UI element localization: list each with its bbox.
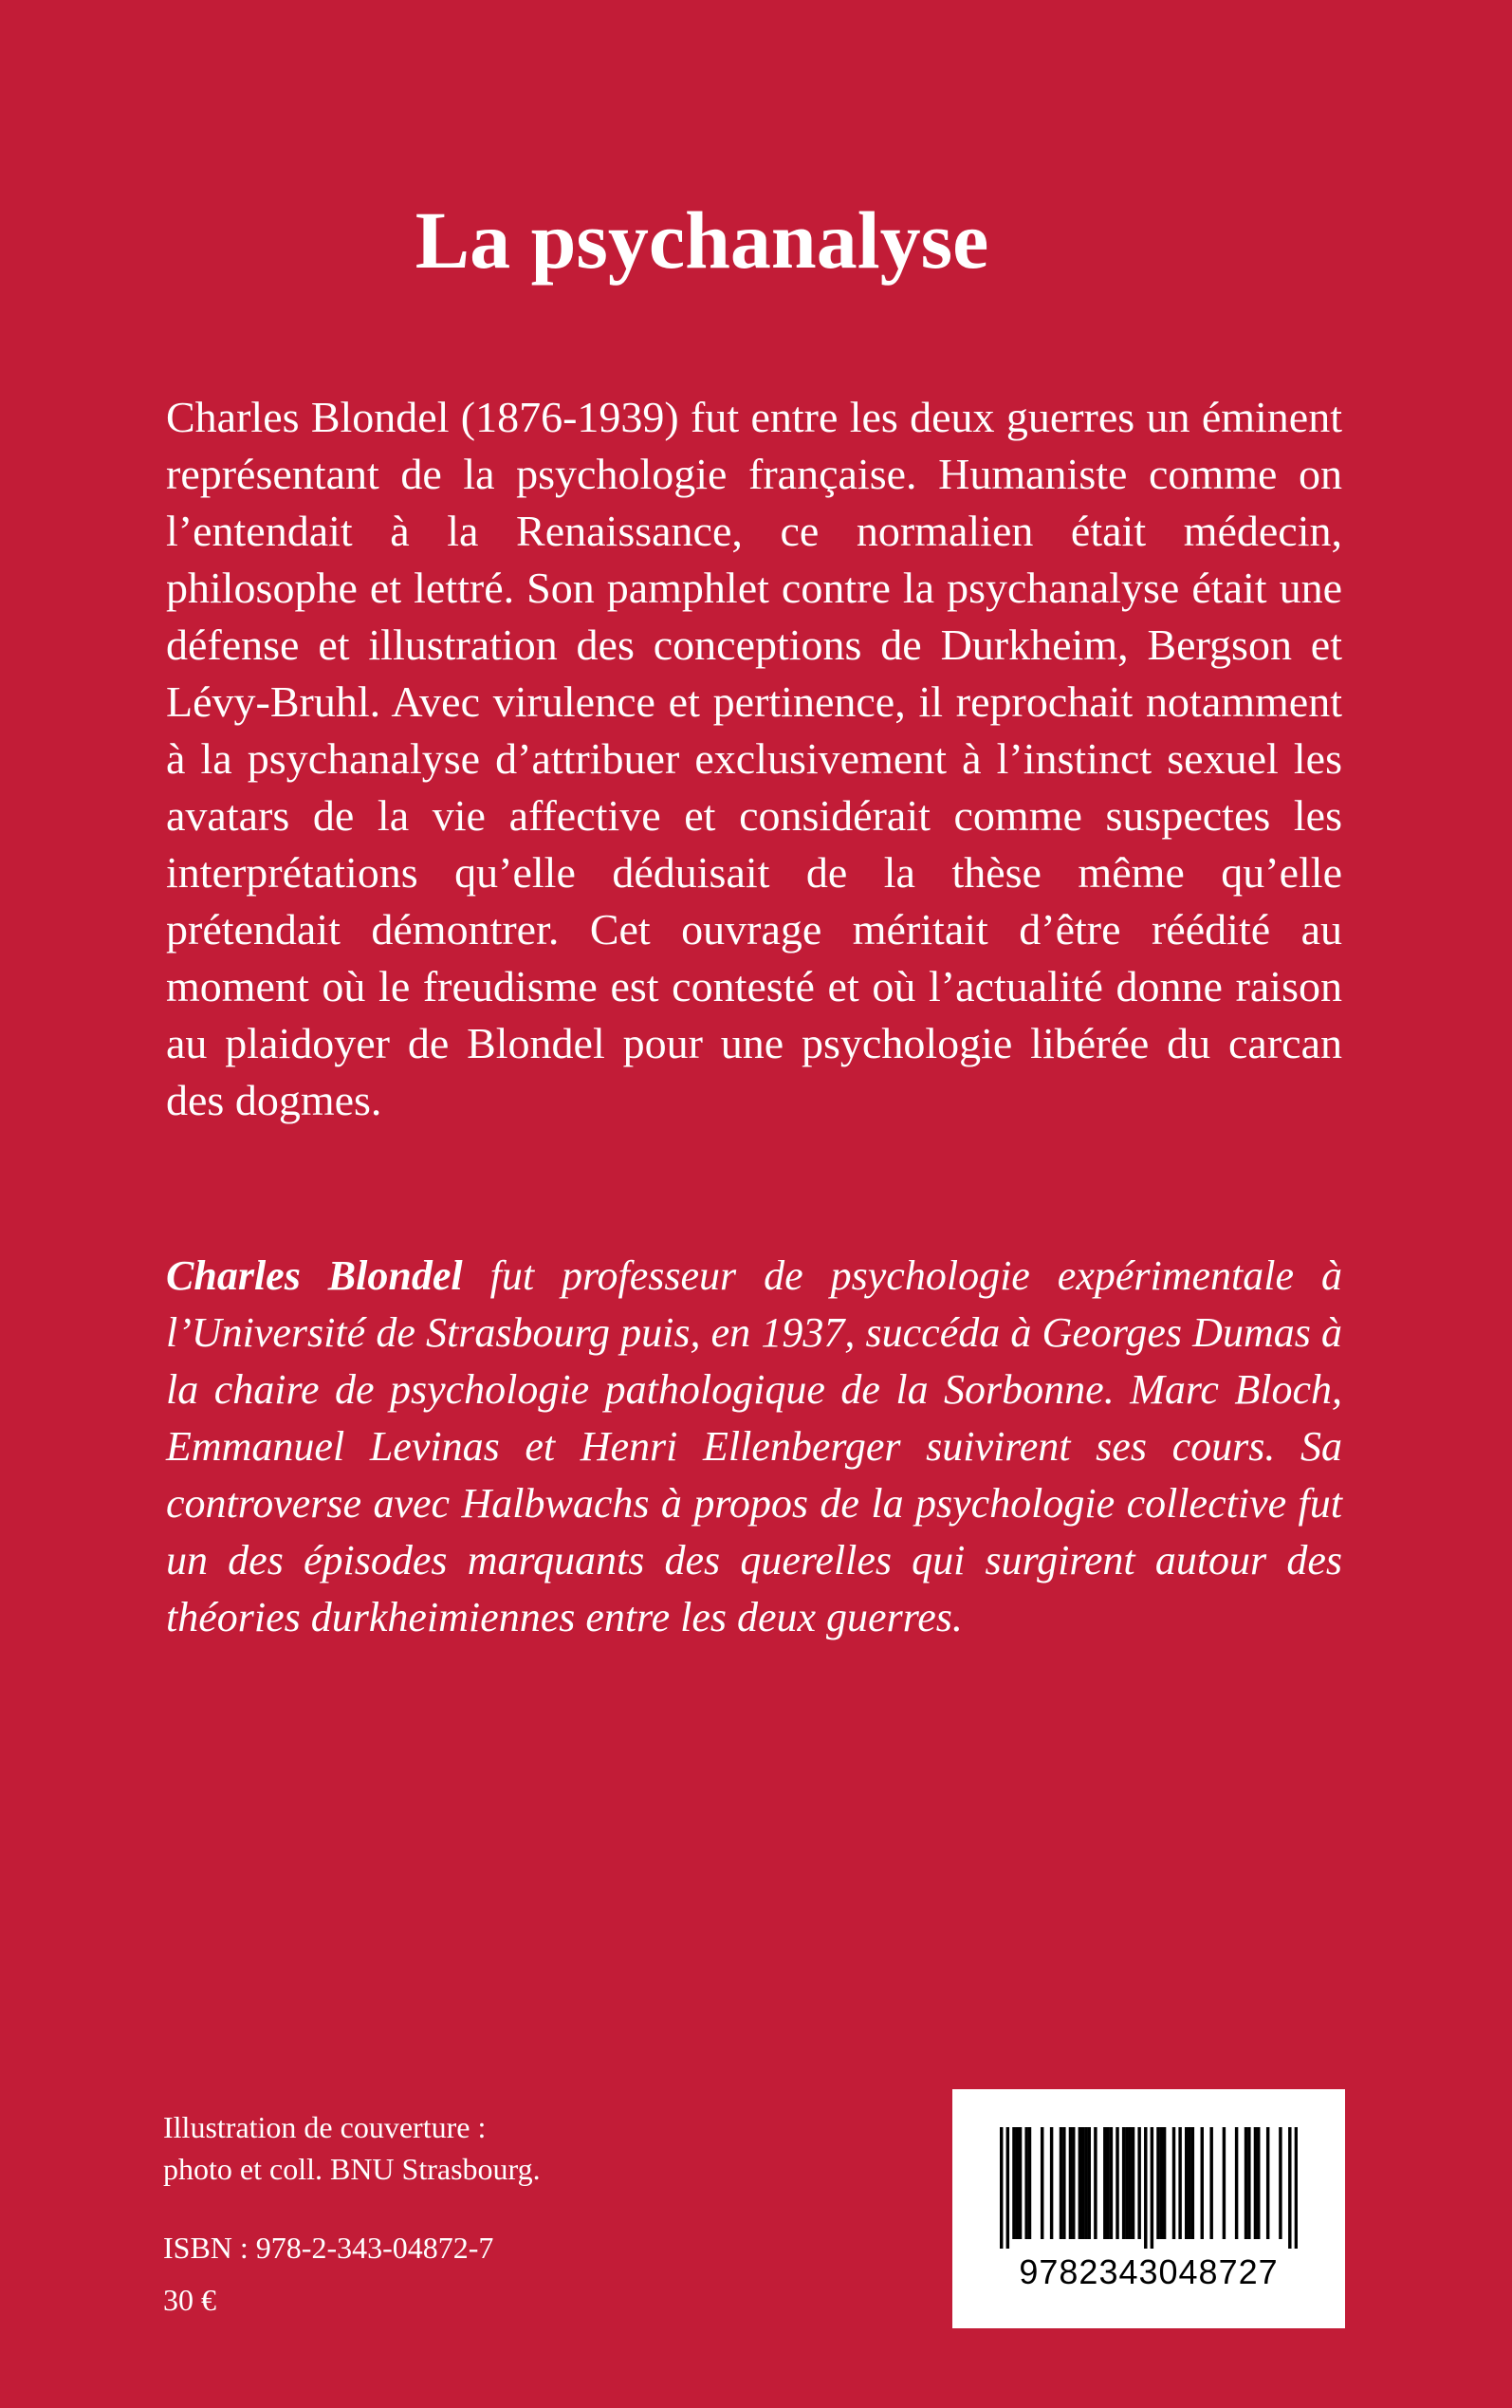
author-bio (166, 1248, 1342, 1646)
barcode-bar (1132, 2127, 1134, 2239)
barcode-bar (1163, 2127, 1166, 2239)
cover-credits-line-1: Illustration de couverture : (163, 2110, 487, 2144)
barcode-bar (1072, 2127, 1075, 2239)
barcode-bar (1000, 2127, 1003, 2249)
barcode-bar (1024, 2127, 1027, 2239)
barcode-bar (1279, 2127, 1282, 2239)
barcode-bar (1235, 2127, 1238, 2239)
barcode-bar (1041, 2127, 1043, 2239)
barcode-bar (1257, 2127, 1260, 2239)
barcode-bar (1151, 2127, 1153, 2249)
barcode-bar (1116, 2127, 1118, 2239)
barcode-bar (1209, 2127, 1212, 2239)
author-bio-text: fut professeur de psychologie expérimentale à l’Université de Strasbourg puis, en 1937, succéda à Georges Dumas à la chaire de psychologie pathologique de la Sorbonne. Marc Bloch, Emmanuel Levinas et Henri Ellenberger suivirent ses cours. Sa controverse avec Halbwachs à propos de la psychologie collective fut un des épisodes marquants des querelles qui surgirent autour des théories durkheimiennes entre les deux guerres. (166, 1252, 1343, 1640)
barcode-bar (1223, 2127, 1226, 2239)
barcode-bar (1012, 2127, 1015, 2239)
barcode-bar (1156, 2127, 1159, 2239)
barcode-bar (1122, 2127, 1125, 2239)
barcode-bar (1247, 2127, 1250, 2239)
author-name: Charles Blondel (166, 1252, 463, 1299)
barcode-bar (1094, 2127, 1097, 2239)
barcode-bar (1081, 2127, 1084, 2239)
barcode-bar (1178, 2127, 1181, 2239)
barcode-bar (1201, 2127, 1204, 2239)
barcode-bar (1185, 2127, 1188, 2239)
barcode-bar (1060, 2127, 1062, 2239)
barcode-bars (1000, 2127, 1298, 2249)
barcode-bar (1125, 2127, 1128, 2239)
price-label: 30 € (163, 2283, 216, 2317)
barcode-bar (1110, 2127, 1113, 2239)
barcode-bar (1188, 2127, 1190, 2239)
barcode-bar (1069, 2127, 1072, 2239)
barcode-bar (1019, 2127, 1022, 2239)
barcode-bar (1103, 2127, 1106, 2239)
barcode-bar (1254, 2127, 1257, 2239)
book-summary: Charles Blondel (1876-1939) fut entre les deux guerres un éminent représentant de la psychologie française. Humaniste comme on l’entendait à la Renaissance, ce normalien était médecin, philosophe et lettré. Son pamphlet contre la psychanalyse était une défense et illustration des conceptions de Durkheim, Bergson et Lévy-Bruhl. Avec virulence et pertinence, il reprochait notamment à la psychanalyse d’attribuer exclusivement à l’instinct sexuel les avatars de la vie affective et considérait comme suspectes les interprétations qu’elle déduisait de la thèse même qu’elle prétendait démontrer. Cet ouvrage méritait d’être réédité au moment où le freudisme est contesté et où l’actualité donne raison au plaidoyer de Blondel pour une psychologie libérée du carcan des dogmes. (166, 393, 1342, 1124)
barcode-bar (1160, 2127, 1163, 2239)
cover-credits (163, 2106, 541, 2190)
book-title: La psychanalyse (415, 194, 989, 286)
barcode-bar (1245, 2127, 1247, 2239)
barcode-bar (1191, 2127, 1194, 2239)
barcode-digits: 9782343048727 (1019, 2252, 1279, 2291)
barcode-bar (1106, 2127, 1109, 2239)
barcode-bar (1172, 2127, 1175, 2239)
barcode-bar (1006, 2127, 1009, 2249)
barcode-bar (1050, 2127, 1053, 2239)
barcode-bar (1062, 2127, 1065, 2239)
barcode-bar (1288, 2127, 1291, 2249)
isbn-label: ISBN : 978-2-343-04872-7 (163, 2231, 494, 2265)
barcode-bar (1079, 2127, 1081, 2239)
barcode-bar (1137, 2127, 1140, 2239)
barcode-bar (1295, 2127, 1298, 2249)
barcode-bar (1088, 2127, 1091, 2239)
barcode-bar (1266, 2127, 1269, 2239)
barcode-bar (1144, 2127, 1147, 2249)
barcode-bar (1016, 2127, 1019, 2239)
barcode-bar (1084, 2127, 1087, 2239)
barcode-bar (1028, 2127, 1031, 2239)
cover-credits-line-2: photo et coll. BNU Strasbourg. (163, 2152, 541, 2186)
barcode (952, 2089, 1345, 2328)
barcode-bar (1129, 2127, 1132, 2239)
